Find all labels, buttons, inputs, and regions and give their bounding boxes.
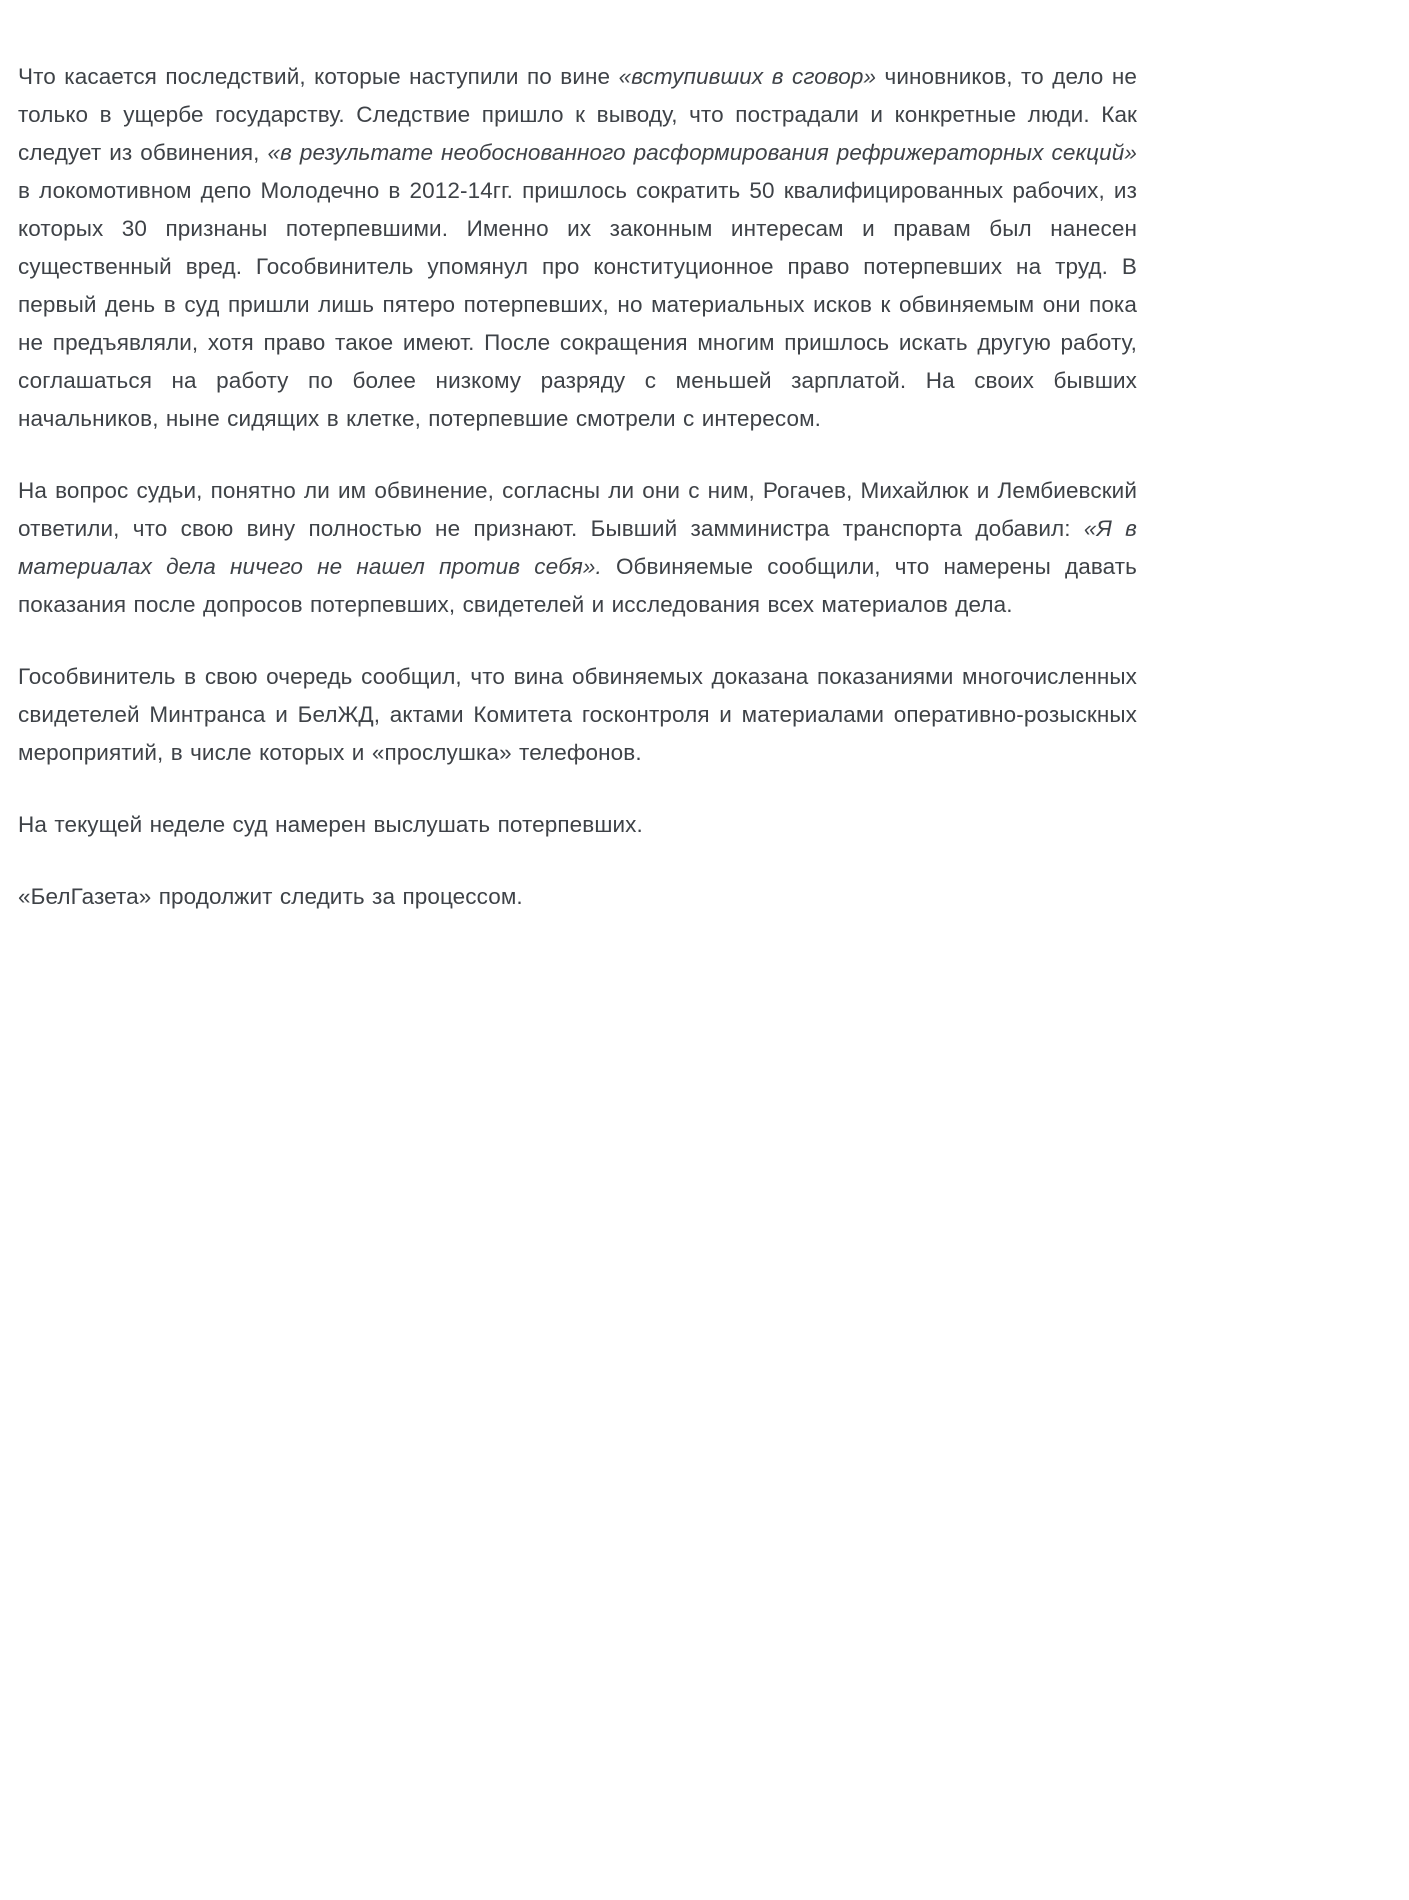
body-text: в локомотивном депо Молодечно в 2012-14гг. пришлось сократить 50 квалифицированных рабочих, из которых 30 признаны потерпевшими. Именно их законным интересам и правам был нанесен существенный вред. Гособвинитель упомянул про конституционное право потерпевших на труд. В первый день в суд пришли лишь пятеро потерпевших, но материальных исков к обвиняемым они пока не предъявляли, хотя право такое имеют. После сокращения многим пришлось искать другую работу, соглашаться на работу по более низкому разряду с меньшей зарплатой. На своих бывших начальников, ныне сидящих в клетке, потерпевшие смотрели с интересом. [18, 178, 1137, 431]
quoted-italic-text: «Я в материалах дела ничего не нашел против себя». [18, 516, 1137, 579]
paragraph-court-schedule [18, 806, 1137, 844]
body-text: На текущей неделе суд намерен выслушать потерпевших. [18, 812, 643, 837]
paragraph-defendants-plea [18, 472, 1137, 624]
body-text: Обвиняемые сообщили, что намерены давать показания после допросов потерпевших, свидетелей и исследования всех материалов дела. [18, 554, 1137, 617]
paragraph-consequences [18, 58, 1137, 438]
body-text: «БелГазета» продолжит следить за процессом. [18, 884, 523, 909]
article-body [0, 0, 1409, 916]
paragraph-belgazeta-note [18, 878, 1137, 916]
paragraph-prosecutor-evidence [18, 658, 1137, 772]
body-text: Что касается последствий, которые наступили по вине [18, 64, 619, 89]
quoted-italic-text: «в результате необоснованного расформирования рефрижераторных секций» [267, 140, 1137, 165]
quoted-italic-text: «вступивших в сговор» [618, 64, 877, 89]
body-text: На вопрос судьи, понятно ли им обвинение, согласны ли они с ним, Рогачев, Михайлюк и Лембиевский ответили, что свою вину полностью не признают. Бывший замминистра транспорта добавил: [18, 478, 1137, 541]
body-text: чиновников, то дело не только в ущербе государству. Следствие пришло к выводу, что пострадали и конкретные люди. Как следует из обвинения, [18, 64, 1137, 165]
body-text: Гособвинитель в свою очередь сообщил, что вина обвиняемых доказана показаниями многочисленных свидетелей Минтранса и БелЖД, актами Комитета госконтроля и материалами оперативно-розыскных мероприятий, в числе которых и «прослушка» телефонов. [18, 664, 1137, 765]
